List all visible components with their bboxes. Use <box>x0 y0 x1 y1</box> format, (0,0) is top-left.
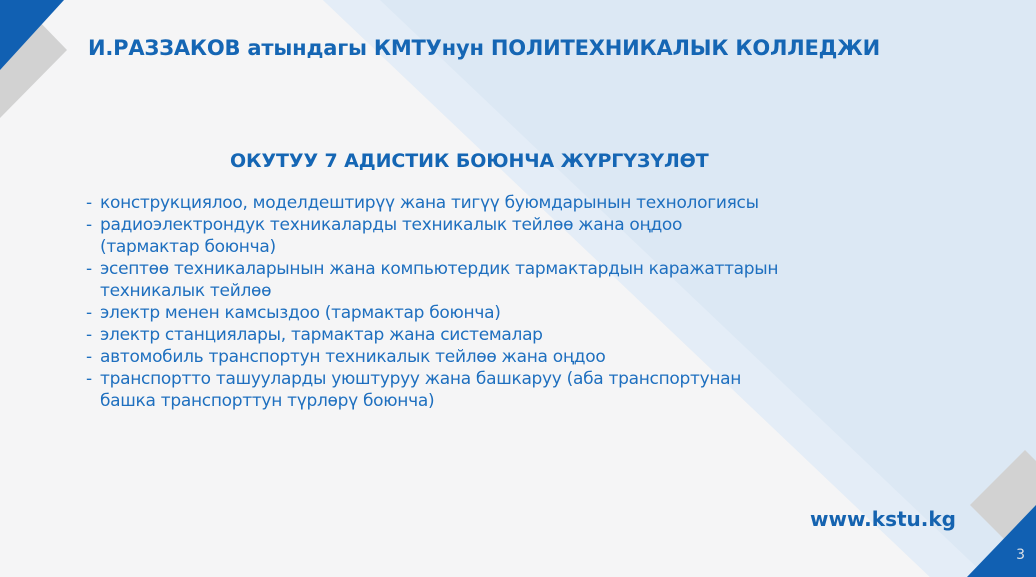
list-item <box>86 302 781 324</box>
page-number: 3 <box>1016 547 1025 563</box>
list-item-text: эсептөө техникаларынын жана компьютердик тармактардын каражаттарын техникалык тейлөө <box>100 259 779 301</box>
list-item-text: конструкциялоо, моделдештирүү жана тигүү буюмдарынын технологиясы <box>100 193 759 213</box>
slide-subtitle: ОКУТУУ 7 АДИСТИК БОЮНЧА ЖҮРГҮЗҮЛӨТ <box>230 150 709 172</box>
slide-title: И.РАЗЗАКОВ атындагы КМТУнун ПОЛИТЕХНИКАЛЫК КОЛЛЕДЖИ <box>88 36 881 60</box>
list-item-text: радиоэлектрондук техникаларды техникалык тейлөө жана оңдоо (тармактар боюнча) <box>100 215 683 257</box>
list-item-text: автомобиль транспортун техникалык тейлөө жана оңдоо <box>100 347 606 367</box>
list-item <box>86 368 781 412</box>
list-dash: - <box>86 193 92 213</box>
list-item-text: электр менен камсыздоо (тармактар боюнча) <box>100 303 501 323</box>
list-item <box>86 258 781 302</box>
list-item <box>86 214 781 258</box>
list-dash: - <box>86 303 92 323</box>
list-item <box>86 324 781 346</box>
list-item <box>86 346 781 368</box>
website-link[interactable]: www.kstu.kg <box>810 507 956 531</box>
list-dash: - <box>86 259 92 279</box>
list-item-text: электр станциялары, тармактар жана системалар <box>100 325 543 345</box>
list-dash: - <box>86 347 92 367</box>
list-dash: - <box>86 215 92 235</box>
list-item-text: транспортто ташууларды уюштуруу жана башкаруу (аба транспортунан башка транспорттун түрлөрү боюнча) <box>100 369 742 411</box>
list-dash: - <box>86 369 92 389</box>
specialty-list <box>86 192 781 412</box>
list-item <box>86 192 781 214</box>
list-dash: - <box>86 325 92 345</box>
